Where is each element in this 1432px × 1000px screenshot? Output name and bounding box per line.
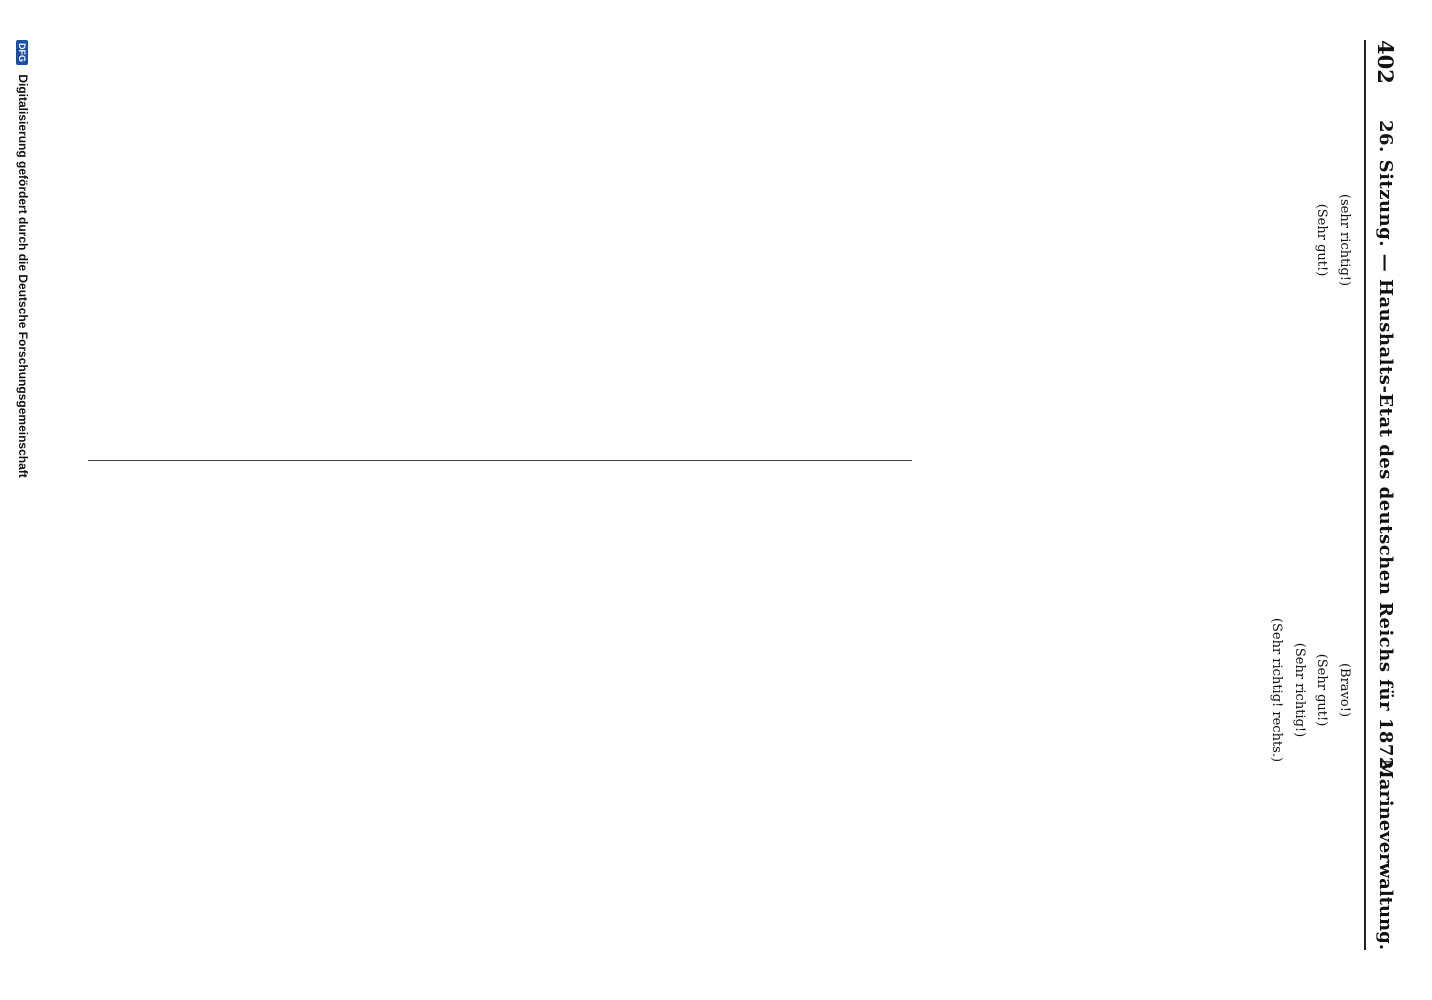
interjection: (Sehr richtig!) bbox=[1292, 642, 1307, 738]
interjection: (Sehr gut!) bbox=[1314, 653, 1330, 727]
page-header bbox=[1366, 40, 1402, 950]
header-rule bbox=[1364, 40, 1366, 950]
interjection: (sehr richtig!) bbox=[1337, 193, 1352, 287]
interjection: (Sehr richtig! rechts.) bbox=[1269, 617, 1285, 763]
page-footer bbox=[12, 40, 30, 960]
interjection: (Sehr gut!) bbox=[1314, 203, 1330, 277]
interjection: (Bravo!) bbox=[1337, 662, 1352, 718]
dfg-logo: DFG bbox=[16, 40, 28, 65]
digitization-credit: Digitalisierung gefördert durch die Deutsche Forschungsgemeinschaft bbox=[16, 74, 30, 478]
text-column-right bbox=[88, 480, 1358, 900]
text-column-left bbox=[88, 40, 1358, 440]
column-divider bbox=[88, 460, 912, 461]
running-head: 26. Sitzung. — Haushalts-Etat des deutschen Reichs für 1872. bbox=[1375, 120, 1396, 777]
page-number: 402 bbox=[1373, 40, 1398, 84]
running-topic: Marineverwaltung. bbox=[1375, 758, 1396, 950]
